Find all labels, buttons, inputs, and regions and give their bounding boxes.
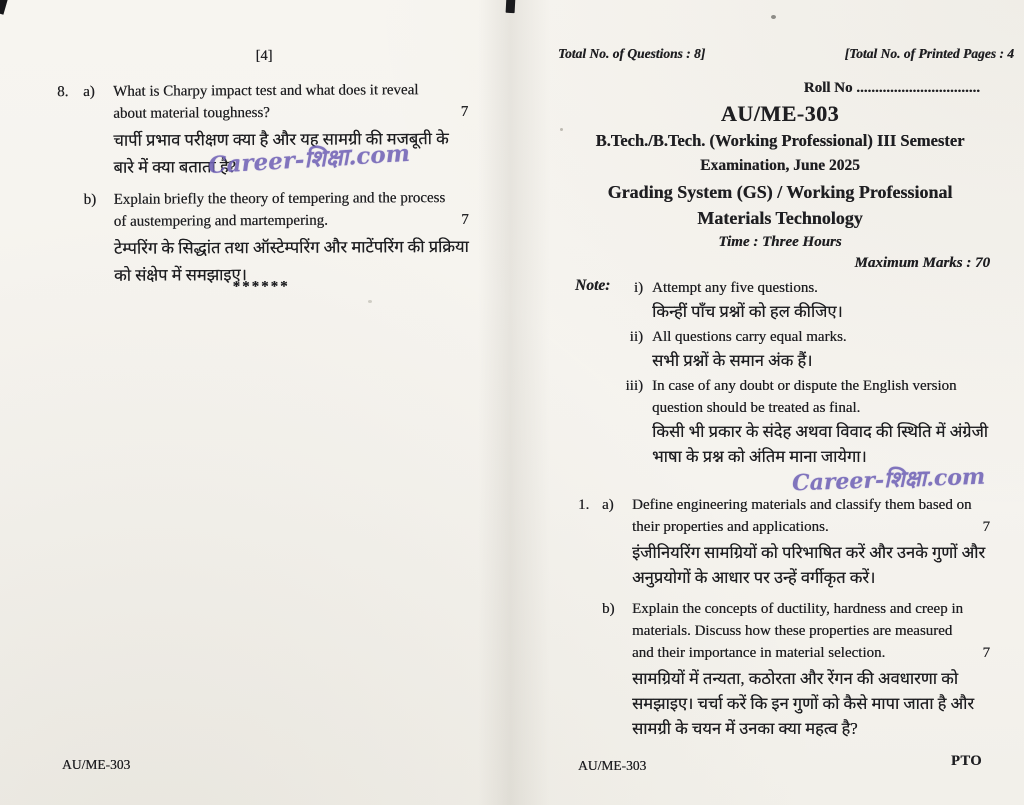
paper-code-title: AU/ME-303	[720, 101, 840, 126]
question-number: 8.	[57, 84, 69, 101]
footer-paper-code: AU/ME-303	[578, 758, 647, 773]
note-3-english: In case of any doubt or dispute the English version question should be treated as final.	[652, 378, 957, 416]
subject-title: Materials Technology	[697, 208, 863, 228]
question-8b	[58, 187, 470, 289]
maximum-marks: Maximum Marks : 70	[854, 255, 990, 271]
marks-value: 7	[982, 519, 990, 535]
question-1a-english: Define engineering materials and classify them based on their properties and applications. 7	[632, 494, 990, 538]
question-1	[578, 494, 990, 741]
question-8a-english: What is Charpy impact test and what does it reveal about material toughness? 7	[113, 82, 469, 122]
question-1b-english: Explain the concepts of ductility, hardness and creep in materials. Discuss how these properties are measured and their importance in material selection. 7	[632, 598, 990, 664]
page-gutter-shadow	[478, 0, 550, 805]
part-label: a)	[602, 497, 614, 513]
question-1a	[578, 494, 990, 590]
examination-session: Examination, June 2025	[700, 157, 860, 174]
footer-pto: PTO	[951, 753, 983, 769]
question-8	[57, 79, 469, 289]
marks-value: 7	[982, 645, 990, 661]
marks-value: 7	[460, 103, 469, 120]
note-1-english: Attempt any five questions.	[652, 280, 818, 296]
roll-no-field: Roll No .................................	[803, 80, 980, 96]
note-2-hindi: सभी प्रश्नों के समान अंक हैं।	[652, 351, 813, 370]
grading-scheme: Grading System (GS) / Working Professional	[607, 182, 953, 202]
part-label: b)	[602, 601, 615, 617]
scan-mark-top-left	[0, 0, 8, 15]
footer-paper-code: AU/ME-303	[62, 757, 131, 772]
note-item-2	[612, 326, 992, 373]
part-label: b)	[83, 191, 97, 208]
note-1-hindi: किन्हीं पाँच प्रश्नों को हल कीजिए।	[652, 302, 843, 321]
question-1b	[578, 598, 990, 741]
program-line: B.Tech./B.Tech. (Working Professional) III Semester	[595, 131, 965, 150]
note-number: iii)	[625, 378, 643, 394]
note-item-1	[612, 277, 992, 324]
watermark-stamp: Career-शिक्षा.com	[791, 463, 986, 497]
question-1a-hindi: इंजीनियरिंग सामग्रियों को परिभाषित करें और उनके गुणों और अनुप्रयोगों के आधार पर उन्हें वर्गीकृत करें।	[632, 543, 986, 587]
question-8b-english: Explain briefly the theory of tempering and the process of austempering and martempering. 7	[113, 190, 469, 230]
question-8b-hindi: टेम्परिंग के सिद्धांत तथा ऑस्टेम्परिंग और माटेंपरिंग की प्रक्रिया को संक्षेप में समझाइए।	[113, 236, 469, 285]
marks-value: 7	[461, 211, 469, 228]
page-number: [4]	[255, 47, 273, 65]
note-3-hindi: किसी भी प्रकार के संदेह अथवा विवाद की स्थिति में अंग्रेजी भाषा के प्रश्न को अंतिम माना जायेगा।	[652, 422, 989, 466]
header-meta-row	[558, 46, 1014, 62]
scan-speck	[771, 15, 776, 19]
part-label: a)	[83, 83, 95, 100]
question-number: 1.	[578, 497, 590, 513]
note-list	[612, 277, 992, 471]
note-number: ii)	[629, 329, 643, 345]
scan-mark-top-center	[506, 0, 516, 13]
end-of-paper-marker: ******	[232, 278, 290, 296]
question-1b-hindi: सामग्रियों में तन्यता, कठोरता और रेंगन की अवधारणा को समझाइए। चर्चा करें कि इन गुणों को कैसे मापा जाता है और सामग्री के चयन में उनका क्या महत्व है?	[632, 669, 975, 738]
question-8a-hindi: चार्पी प्रभाव परीक्षण क्या है और यह सामग्री की मजबूती के बारे में क्या बताता है?	[113, 129, 449, 177]
note-item-3	[612, 375, 992, 469]
watermark-stamp: Career-शिक्षा.com	[207, 139, 411, 180]
note-2-english: All questions carry equal marks.	[652, 329, 847, 345]
total-printed-pages: [Total No. of Printed Pages : 4	[844, 46, 1014, 61]
note-number: i)	[633, 280, 643, 296]
total-questions: Total No. of Questions : 8]	[558, 46, 706, 61]
time-allowed: Time : Three Hours	[718, 234, 842, 250]
scan-speck	[368, 300, 372, 303]
note-label: Note:	[575, 277, 611, 294]
